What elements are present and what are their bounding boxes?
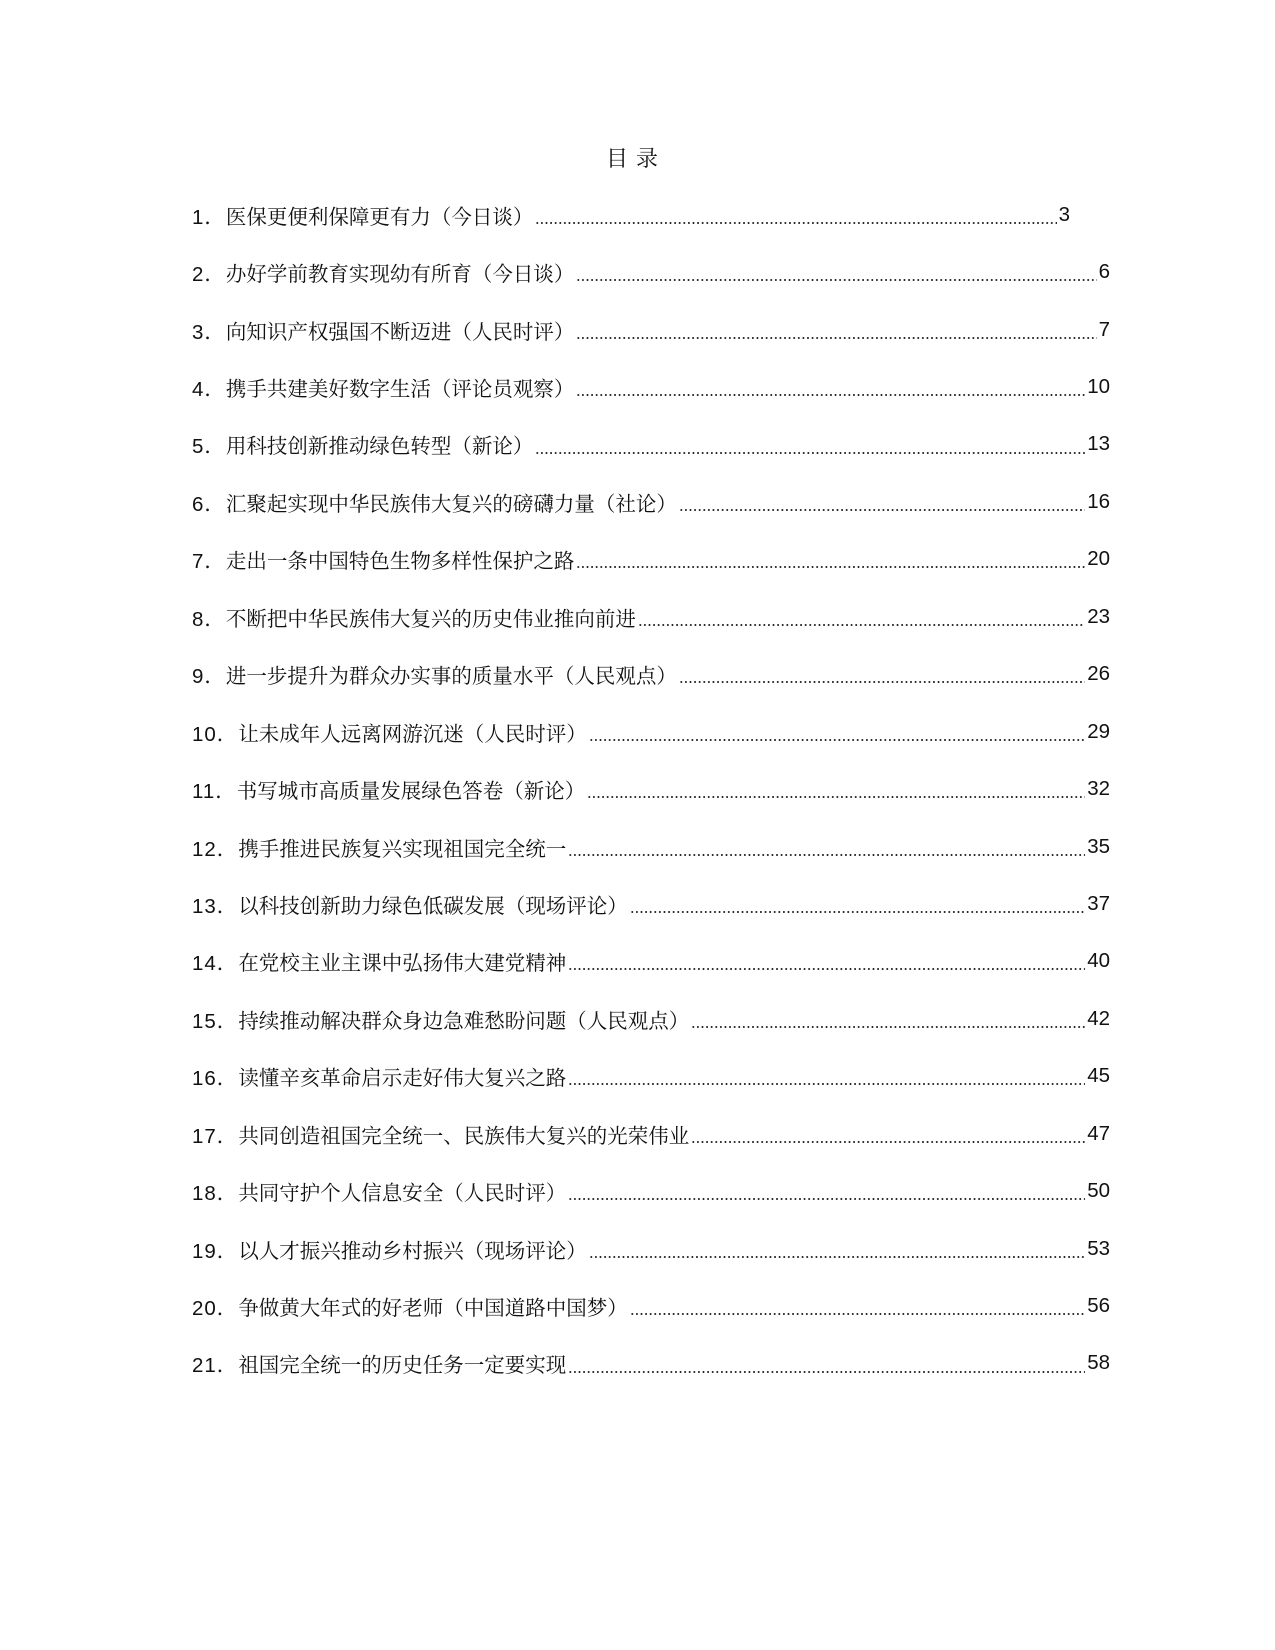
- toc-entry-number: 8．: [192, 607, 226, 631]
- toc-entry-title: 办好学前教育实现幼有所育（今日谈）: [225, 263, 575, 287]
- toc-dot-leader: [568, 953, 1085, 973]
- toc-entry-number: 15．: [192, 1009, 239, 1033]
- toc-dot-leader: [568, 839, 1085, 859]
- toc-entry-title: 争做黄大年式的好老师（中国道路中国梦）: [238, 1297, 628, 1321]
- toc-entry-page-number: 26: [1087, 662, 1110, 686]
- toc-entry[interactable]: [192, 990, 1110, 1047]
- toc-entry-title: 共同守护个人信息安全（人民时评）: [238, 1182, 567, 1206]
- toc-entry-page-number: 32: [1087, 777, 1110, 801]
- toc-dot-leader: [679, 666, 1085, 686]
- toc-entry-page-number: 23: [1087, 604, 1110, 628]
- toc-dot-leader: [679, 494, 1085, 514]
- toc-entry[interactable]: [192, 1048, 1110, 1105]
- toc-entry-title: 汇聚起实现中华民族伟大复兴的磅礴力量（社论）: [225, 492, 677, 516]
- toc-entry[interactable]: [192, 703, 1110, 760]
- toc-dot-leader: [568, 1355, 1085, 1375]
- toc-dot-leader: [587, 781, 1085, 801]
- toc-entry-title: 以科技创新助力绿色低碳发展（现场评论）: [238, 894, 628, 918]
- toc-entry[interactable]: [192, 588, 1110, 645]
- toc-entry-title: 携手推进民族复兴实现祖国完全统一: [238, 837, 567, 861]
- toc-entry-title: 共同创造祖国完全统一、民族伟大复兴的光荣伟业: [238, 1124, 690, 1148]
- toc-dot-leader: [691, 1011, 1085, 1031]
- toc-entry-number: 21．: [192, 1354, 239, 1378]
- toc-entry-number: 5．: [192, 435, 226, 459]
- toc-entry-number: 1．: [192, 205, 226, 229]
- toc-entry[interactable]: [192, 1335, 1110, 1392]
- toc-entry-page-number: 13: [1087, 432, 1110, 456]
- toc-title: 目 录: [605, 146, 660, 171]
- toc-entry-page-number: 50: [1087, 1179, 1110, 1203]
- toc-entry-page-number: 47: [1087, 1121, 1110, 1145]
- toc-entry[interactable]: [192, 875, 1110, 932]
- toc-entry-page-number: 6: [1098, 260, 1110, 284]
- toc-entry[interactable]: [192, 1162, 1110, 1219]
- toc-entry-page-number: 42: [1087, 1006, 1110, 1030]
- toc-entry-title: 以人才振兴推动乡村振兴（现场评论）: [238, 1239, 587, 1263]
- toc-entry-title: 走出一条中国特色生物多样性保护之路: [225, 550, 575, 574]
- toc-entry-title: 书写城市高质量发展绿色答卷（新论）: [236, 780, 586, 804]
- toc-entry-page-number: 3: [1058, 202, 1070, 226]
- toc-entry[interactable]: [192, 531, 1110, 588]
- toc-entry-page-number: 56: [1087, 1294, 1110, 1318]
- toc-entry-title: 祖国完全统一的历史任务一定要实现: [238, 1354, 567, 1378]
- toc-dot-leader: [568, 1183, 1085, 1203]
- toc-entry-number: 2．: [192, 263, 226, 287]
- toc-entry-number: 17．: [192, 1124, 239, 1148]
- toc-dot-leader: [630, 896, 1085, 916]
- toc-dot-leader: [568, 1068, 1085, 1088]
- toc-entry-title: 持续推动解决群众身边急难愁盼问题（人民观点）: [238, 1009, 690, 1033]
- toc-entry-number: 16．: [192, 1067, 239, 1091]
- toc-entry[interactable]: [192, 301, 1110, 358]
- toc-entry-title: 进一步提升为群众办实事的质量水平（人民观点）: [225, 665, 677, 689]
- toc-dot-leader: [576, 379, 1085, 399]
- toc-entry-title: 医保更便利保障更有力（今日谈）: [225, 205, 534, 229]
- toc-entry-number: 10．: [192, 722, 239, 746]
- toc-dot-leader: [630, 1298, 1085, 1318]
- toc-entry-page-number: 10: [1087, 375, 1110, 399]
- toc-entry[interactable]: [192, 186, 1070, 243]
- toc-dot-leader: [576, 551, 1085, 571]
- toc-entry[interactable]: [192, 646, 1110, 703]
- toc-entry-page-number: 37: [1087, 891, 1110, 915]
- toc-entry-number: 12．: [192, 837, 239, 861]
- toc-entry[interactable]: [192, 243, 1110, 300]
- toc-entry-number: 18．: [192, 1182, 239, 1206]
- toc-entry-page-number: 16: [1087, 489, 1110, 513]
- toc-entry[interactable]: [192, 818, 1110, 875]
- toc-dot-leader: [691, 1126, 1085, 1146]
- toc-entry-number: 13．: [192, 894, 239, 918]
- toc-entry-number: 19．: [192, 1239, 239, 1263]
- toc-entry-page-number: 53: [1087, 1236, 1110, 1260]
- toc-entry-number: 4．: [192, 378, 226, 402]
- toc-entry-page-number: 7: [1098, 317, 1110, 341]
- toc-dot-leader: [589, 724, 1085, 744]
- toc-dot-leader: [576, 322, 1096, 342]
- toc-entry[interactable]: [192, 760, 1110, 817]
- toc-entry-number: 3．: [192, 320, 226, 344]
- toc-dot-leader: [535, 207, 1056, 227]
- toc-entry[interactable]: [192, 416, 1110, 473]
- toc-dot-leader: [589, 1241, 1085, 1261]
- toc-entry[interactable]: [192, 1105, 1110, 1162]
- toc-entry-number: 6．: [192, 492, 226, 516]
- toc-entry-title: 让未成年人远离网游沉迷（人民时评）: [238, 722, 587, 746]
- toc-dot-leader: [535, 436, 1085, 456]
- toc-entry[interactable]: [192, 933, 1110, 990]
- toc-entry-title: 携手共建美好数字生活（评论员观察）: [225, 378, 575, 402]
- toc-entry-number: 7．: [192, 550, 226, 574]
- toc-entry-page-number: 45: [1087, 1064, 1110, 1088]
- toc-entry-page-number: 58: [1087, 1351, 1110, 1375]
- toc-entry-page-number: 29: [1087, 719, 1110, 743]
- toc-entry-number: 20．: [192, 1297, 239, 1321]
- toc-entry[interactable]: [192, 1277, 1110, 1334]
- toc-entry-title: 向知识产权强国不断迈进（人民时评）: [225, 320, 575, 344]
- toc-entry-page-number: 35: [1087, 834, 1110, 858]
- toc-entry-title: 读懂辛亥革命启示走好伟大复兴之路: [238, 1067, 567, 1091]
- toc-entry-number: 9．: [192, 665, 226, 689]
- toc-entry-page-number: 40: [1087, 949, 1110, 973]
- toc-dot-leader: [638, 609, 1085, 629]
- toc-entry-title: 不断把中华民族伟大复兴的历史伟业推向前进: [225, 607, 636, 631]
- toc-entry-title: 用科技创新推动绿色转型（新论）: [225, 435, 534, 459]
- toc-entry-title: 在党校主业主课中弘扬伟大建党精神: [238, 952, 567, 976]
- toc-entry[interactable]: [192, 1220, 1110, 1277]
- toc-list: [192, 186, 1110, 1392]
- toc-dot-leader: [576, 264, 1096, 284]
- toc-entry-page-number: 20: [1087, 547, 1110, 571]
- toc-entry[interactable]: [192, 358, 1110, 415]
- toc-entry-number: 11．: [192, 780, 237, 804]
- toc-entry[interactable]: [192, 473, 1110, 530]
- toc-entry-number: 14．: [192, 952, 239, 976]
